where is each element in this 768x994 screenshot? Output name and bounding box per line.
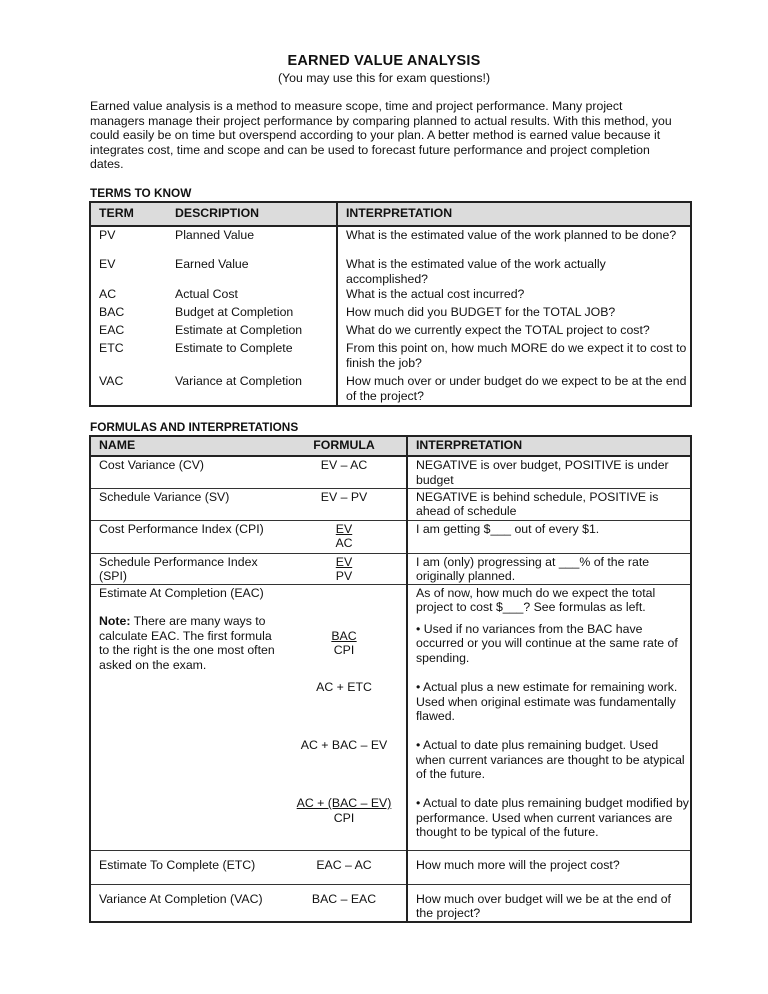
term-cell: BAC — [99, 305, 125, 319]
eac-note — [99, 614, 282, 672]
name-cell: Variance At Completion (VAC) — [90, 884, 282, 922]
table-row — [90, 304, 691, 322]
description-cell: Estimate to Complete — [175, 341, 293, 355]
interpretation-cell: NEGATIVE is over budget, POSITIVE is under budget — [407, 456, 691, 488]
table-row — [90, 286, 691, 304]
formula-header: FORMULA — [282, 436, 407, 456]
table-row — [90, 553, 691, 584]
formula-denominator: PV — [335, 569, 353, 583]
formula-numerator: BAC — [331, 628, 357, 643]
table-row — [90, 584, 691, 672]
table-row — [90, 672, 691, 730]
formula-cell: AC + ETC — [316, 680, 372, 694]
formula-denominator: CPI — [333, 643, 355, 657]
interpretation-cell: NEGATIVE is behind schedule, POSITIVE is ahead of schedule — [407, 488, 691, 520]
interpretation-cell: What is the estimated value of the work planned to be done? — [337, 226, 691, 256]
table-row — [90, 226, 691, 256]
formula-denominator: AC — [335, 536, 353, 550]
interpretation-cell: From this point on, how much MORE do we expect it to cost to finish the job? — [337, 340, 691, 373]
term-cell: AC — [99, 287, 117, 301]
formula-numerator: AC + (BAC – EV) — [296, 796, 392, 810]
formula-denominator: CPI — [333, 810, 355, 825]
name-cell: Cost Variance (CV) — [99, 458, 205, 472]
formula-cell: EV – PV — [282, 488, 407, 520]
term-header: TERM — [90, 202, 167, 226]
table-row — [90, 488, 691, 520]
formula-cell — [282, 788, 407, 850]
interpretation-cell: How much more will the project cost? — [407, 850, 691, 884]
name-cell: Estimate To Complete (ETC) — [90, 850, 282, 884]
table-row — [90, 456, 691, 488]
interpretation-cell: How much over budget will we be at the end of the project? — [407, 884, 691, 922]
terms-header-row — [90, 202, 691, 226]
formula-cell: AC + BAC – EV — [300, 738, 388, 752]
interpretation-cell: How much over or under budget do we expect to be at the end of the project? — [337, 373, 691, 406]
interpretation-cell: I am (only) progressing at ___% of the rate originally planned. — [407, 553, 691, 584]
page-subtitle: (You may use this for exam questions!) — [277, 71, 491, 85]
term-cell: EV — [99, 257, 116, 271]
eac-intro: As of now, how much do we expect the total project to cost $___? See formulas as left. — [416, 585, 656, 614]
terms-section-label: TERMS TO KNOW — [90, 186, 192, 200]
interpretation-cell: I am getting $___ out of every $1. — [407, 520, 691, 553]
formula-cell: BAC – EAC — [282, 884, 407, 922]
interpretation-cell: What is the estimated value of the work actually accomplished? — [337, 256, 691, 286]
formula-cell — [282, 520, 407, 553]
formula-cell: EV – AC — [320, 458, 368, 472]
name-cell: Schedule Performance Index (SPI) — [90, 553, 282, 584]
description-header: DESCRIPTION — [167, 202, 337, 226]
eac-name: Estimate At Completion (EAC) — [99, 585, 264, 600]
eac-f1-interpretation: • Used if no variances from the BAC have occurred or you will continue at the same rate of spending. — [416, 621, 678, 665]
formula-cell — [282, 553, 407, 584]
interpretation-cell: What is the actual cost incurred? — [337, 286, 691, 304]
table-row — [90, 884, 691, 922]
note-label: Note: — [99, 614, 131, 628]
name-cell — [90, 730, 282, 788]
description-cell: Estimate at Completion — [175, 323, 303, 337]
description-cell: Earned Value — [175, 257, 249, 271]
term-cell: PV — [99, 228, 116, 242]
formulas-section-label: FORMULAS AND INTERPRETATIONS — [90, 420, 299, 434]
table-row — [90, 730, 691, 788]
terms-table — [89, 201, 692, 407]
description-cell: Planned Value — [175, 228, 255, 242]
description-cell: Actual Cost — [175, 287, 238, 301]
formula-numerator: EV — [335, 521, 353, 536]
table-row — [90, 373, 691, 406]
term-cell: EAC — [99, 323, 125, 337]
formula-numerator: EV — [335, 554, 353, 569]
intro-paragraph: Earned value analysis is a method to measure scope, time and project performance. Many project managers manage their project performance by comparing planned to actual results. With this method, you could easily be on time but overspend according to your plan. A better method is earned value because it integrates cost, time and scope and can be used to forecast future performance and project completion dates. — [90, 99, 672, 171]
name-header: NAME — [90, 436, 282, 456]
note-text: There are many ways to calculate EAC. The first formula to the right is the one most often asked on the exam. — [99, 614, 275, 672]
table-row — [90, 520, 691, 553]
interpretation-cell: What do we currently expect the TOTAL project to cost? — [337, 322, 691, 340]
table-row — [90, 850, 691, 884]
interpretation-cell: • Actual to date plus remaining budget. Used when current variances are thought to be atypical of the future. — [407, 730, 691, 788]
formulas-header-row — [90, 436, 691, 456]
name-cell: Schedule Variance (SV) — [90, 488, 282, 520]
table-row — [90, 256, 691, 286]
interpretation-cell — [407, 584, 691, 672]
page-title: EARNED VALUE ANALYSIS — [287, 53, 481, 69]
interpretation-cell: How much did you BUDGET for the TOTAL JOB? — [337, 304, 691, 322]
name-cell — [90, 584, 282, 672]
table-row — [90, 322, 691, 340]
formula-cell: EAC – AC — [282, 850, 407, 884]
table-row — [90, 340, 691, 373]
formulas-table — [89, 435, 692, 923]
formula-cell — [282, 584, 407, 672]
interpretation-header: INTERPRETATION — [407, 436, 691, 456]
interpretation-cell: • Actual plus a new estimate for remaining work. Used when original estimate was fundamentally flawed. — [407, 672, 691, 730]
name-cell — [90, 672, 282, 730]
name-cell — [90, 788, 282, 850]
interpretation-header: INTERPRETATION — [337, 202, 691, 226]
description-cell: Variance at Completion — [175, 374, 302, 388]
description-cell: Budget at Completion — [175, 305, 294, 319]
term-cell: ETC — [99, 341, 124, 355]
table-row — [90, 788, 691, 850]
name-cell: Cost Performance Index (CPI) — [90, 520, 282, 553]
term-cell: VAC — [99, 374, 124, 388]
interpretation-cell: • Actual to date plus remaining budget modified by performance. Used when current variances are thought to be typical of the future. — [407, 788, 691, 850]
